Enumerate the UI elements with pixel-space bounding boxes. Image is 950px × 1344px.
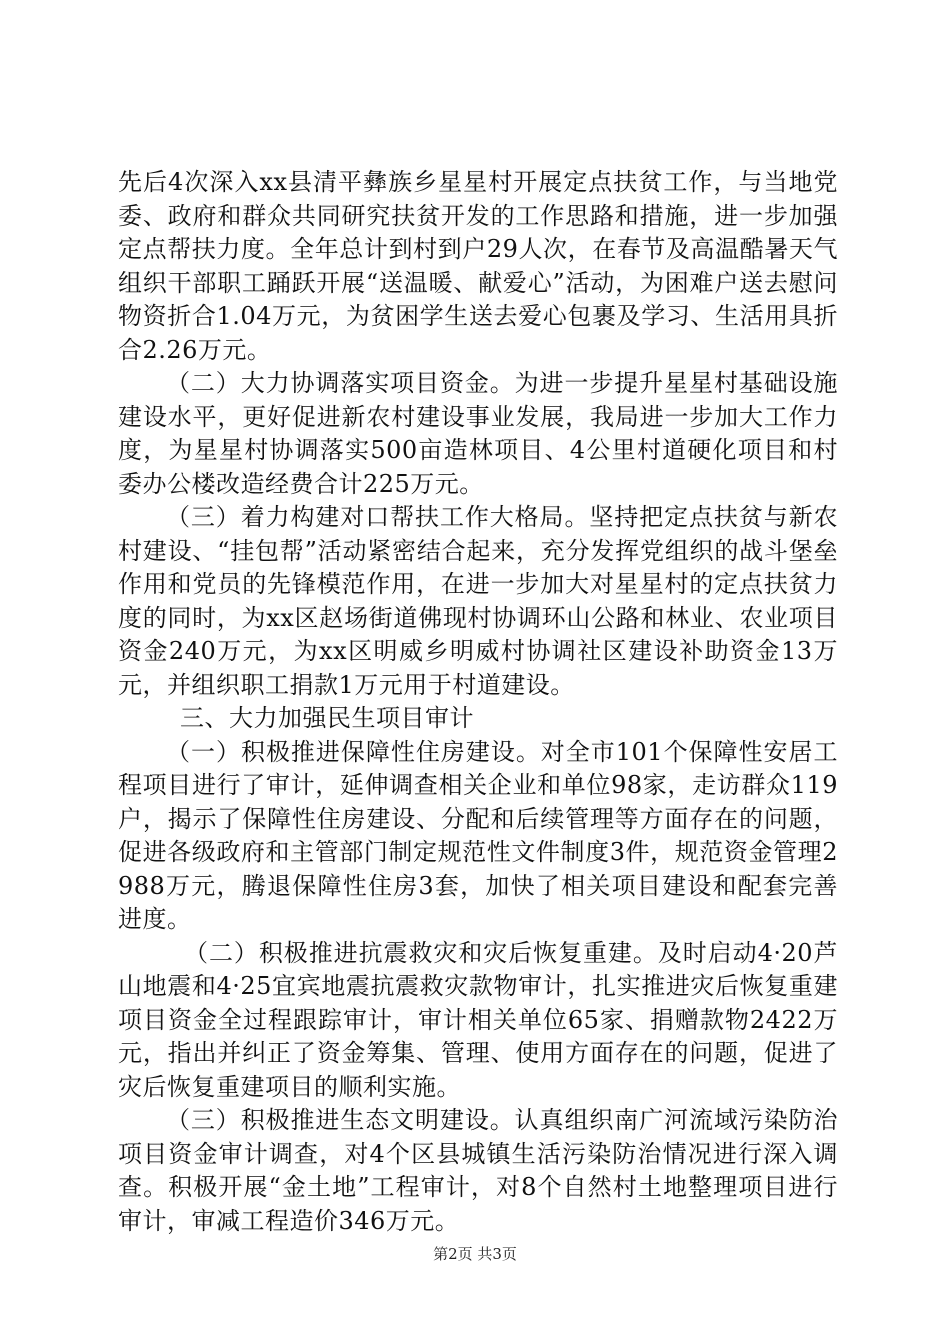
paragraph-housing: （一）积极推进保障性住房建设。对全市101个保障性安居工程项目进行了审计，延伸调查相关企业和单位98家，走访群众119户，揭示了保障性住房建设、分配和后续管理等方面存在的问题，促进各级政府和主管部门制定规范性文件制度3件，规范资金管理2988万元，腾退保障性住房3套，加快了相关项目建设和配套完善进度。 <box>118 737 838 933</box>
paragraph-earthquake-relief: （二）积极推进抗震救灾和灾后恢复重建。及时启动4·20芦山地震和4·25宜宾地震抗震救灾款物审计，扎实推进灾后恢复重建项目资金全过程跟踪审计，审计相关单位65家、捐赠款物2422万元，指出并纠正了资金筹集、管理、使用方面存在的问题，促进了灾后恢复重建项目的顺利实施。 <box>118 938 838 1101</box>
page-footer: 第2页 共3页 <box>433 1245 517 1263</box>
paragraph-project-funds: （二）大力协调落实项目资金。为进一步提升星星村基础设施建设水平，更好促进新农村建设事业发展，我局进一步加大工作力度，为星星村协调落实500亩造林项目、4公里村道硬化项目和村委办公楼改造经费合计225万元。 <box>118 369 838 498</box>
paragraph-ecology: （三）积极推进生态文明建设。认真组织南广河流域污染防治项目资金审计调查，对4个区县城镇生活污染防治情况进行深入调查。积极开展“金土地”工程审计，对8个自然村土地整理项目进行审计，审减工程造价346万元。 <box>118 1106 838 1235</box>
section-heading-livelihood-audit: 三、大力加强民生项目审计 <box>180 704 474 732</box>
paragraph-assistance-pattern: （三）着力构建对口帮扶工作大格局。坚持把定点扶贫与新农村建设、“挂包帮”活动紧密结合起来，充分发挥党组织的战斗堡垒作用和党员的先锋模范作用，在进一步加大对星星村的定点扶贫力度的同时，为xx区赵场街道佛现村协调环山公路和林业、农业项目资金240万元，为xx区明威乡明威村协调社区建设补助资金13万元，并组织职工捐款1万元用于村道建设。 <box>118 503 838 699</box>
paragraph-poverty-visits: 先后4次深入xx县清平彝族乡星星村开展定点扶贫工作，与当地党委、政府和群众共同研究扶贫开发的工作思路和措施，进一步加强定点帮扶力度。全年总计到村到户29人次，在春节及高温酷暑天气组织干部职工踊跃开展“送温暖、献爱心”活动，为困难户送去慰问物资折合1.04万元，为贫困学生送去爱心包裹及学习、生活用具折合2.26万元。 <box>118 168 838 364</box>
document-body <box>118 166 838 1238</box>
